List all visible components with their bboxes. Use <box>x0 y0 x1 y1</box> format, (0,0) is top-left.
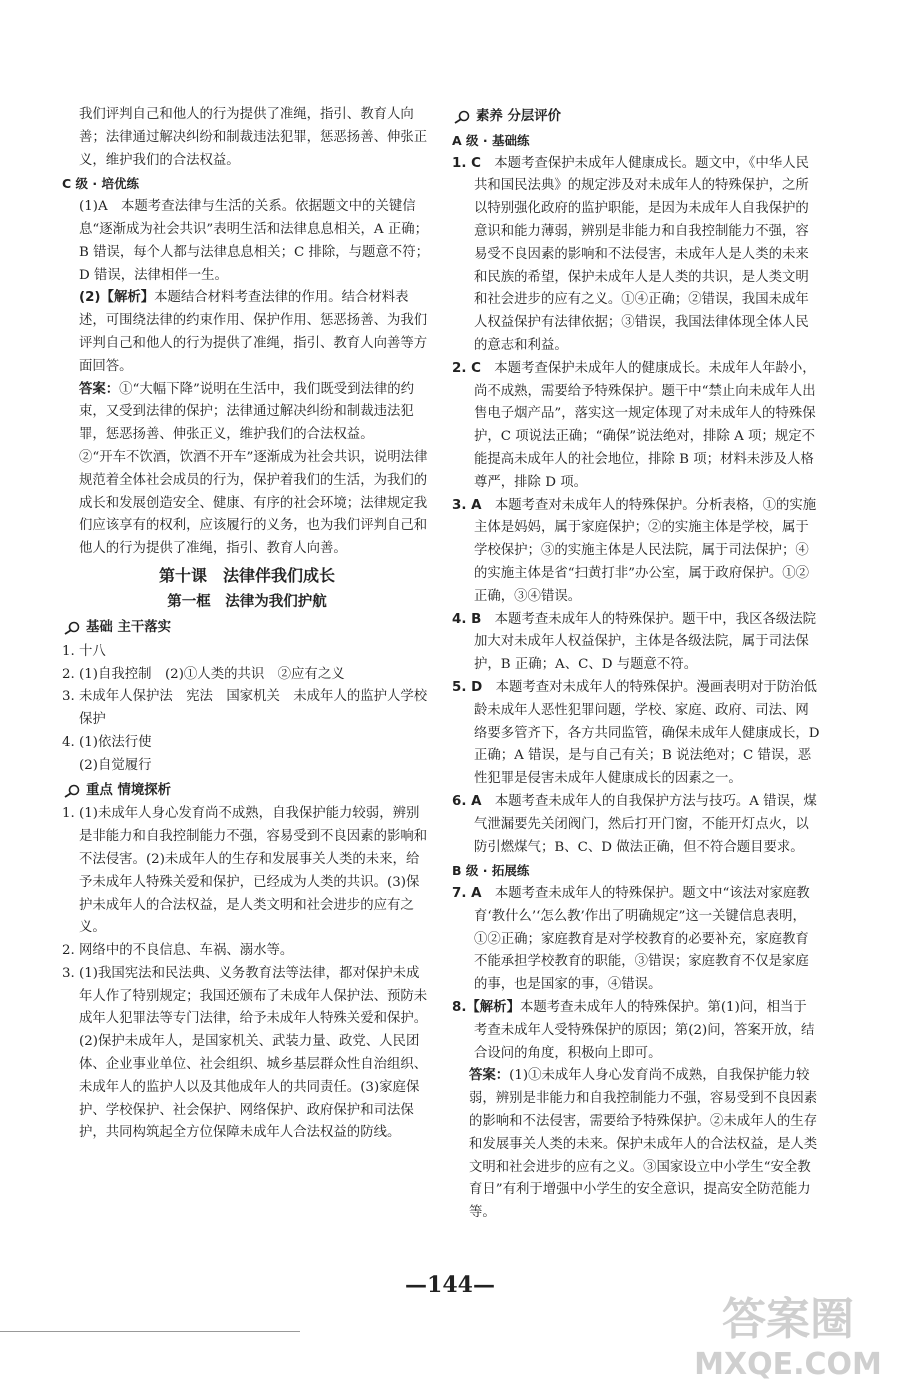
key-1: 1. (1)未成年人身心发育尚不成熟，自我保护能力较弱，辨别是非能力和自我控制能力不强，容易受到不良因素的影响和不法侵害。(2)未成年人的生存和发展事关人类的未来，给予未成年人特殊关爱和保护，已经成为人类的共识。(3)保护未成年人的合法权益，是人类文明和社会进步的应有之义。 <box>62 806 428 936</box>
footer-rule <box>0 1331 300 1332</box>
q5-number: 5. D <box>452 679 483 695</box>
r-question-6 <box>452 791 820 859</box>
page-number: —144— <box>405 1272 495 1298</box>
magnifier-icon <box>452 110 472 124</box>
basic-3: 3. 未成年人保护法 宪法 国家机关 未成年人的监护人学校保护 <box>62 689 428 728</box>
key-3: 3. (1)我国宪法和民法典、义务教育法等法律，都对保护未成年人作了特别规定；我国还颁布了未成年人保护法、预防未成年人犯罪法等专门法律，给予未成年人特殊关爱和保护。(2)保护未成年人，是国家机关、武装力量、政党、人民团体、企业事业单位、社会组织、城乡基层群众性自治组织、未成年人的监护人以及其他成年人的共同责任。(3)家庭保护、学校保护、社会保护、网络保护、政府保护和司法保护，共同构筑起全方位保障未成年人合法权益的防线。 <box>62 965 428 1141</box>
q4-text: 本题考查未成年人的特殊保护。题干中，我区各级法院加大对未成年人权益保护，主体是各级法院，属于司法保护，B 正确；A、C、D 与题意不符。 <box>474 611 817 673</box>
key-2: 2. 网络中的不良信息、车祸、溺水等。 <box>62 943 294 959</box>
b-level-heading: B 级 · 拓展练 <box>452 863 530 879</box>
answer-1-text: ①“大幅下降”说明在生活中，我们既受到法律的约束，又受到法律的保护；法律通过解决纠纷和制裁违法犯罪，惩恶扬善、伸张正义，维护我们的合法权益。 <box>79 381 415 443</box>
q1-number: 1. C <box>452 155 481 171</box>
q3-text: 本题考查对未成年人的特殊保护。分析表格，①的实施主体是妈妈，属于家庭保护；②的实施主体是学校，属于学校保护；③的实施主体是人民法院，属于司法保护；④的实施主体是省“扫黄打非”办公室，属于政府保护。①②正确，③④错误。 <box>474 497 817 604</box>
r-question-1 <box>452 153 820 358</box>
frame-title: 第一框 法律为我们护航 <box>167 593 327 610</box>
q3-number: 3. A <box>452 497 482 513</box>
c-level-heading: C 级 · 培优练 <box>62 176 139 192</box>
q6-number: 6. A <box>452 793 482 809</box>
q7-text: 本题考查未成年人的特殊保护。题文中“该法对家庭教育‘教什么’‘怎么教’作出了明确规定”这一关键信息表明，①②正确；家庭教育是对学校教育的必要补充，家庭教育不能承担学校教育的职能，③错误；家庭教育不仅是家庭的事，也是国家的事，④错误。 <box>474 886 810 993</box>
section-basic-heading <box>62 617 432 640</box>
r-question-3 <box>452 495 820 609</box>
svg-text:答案圈: 答案圈 <box>722 1294 854 1345</box>
magnifier-icon <box>62 784 82 798</box>
q2-text: 本题考查保护未成年人的健康成长。未成年人年龄小，尚不成熟，需要给予特殊保护。题干中“禁止向未成年人出售电子烟产品”，落实这一规定体现了对未成年人的特殊保护，C 项说法正确；“确保”说法绝对，排除 A 项；规定不能提高未成年人的社会地位，排除 B 项；材料未涉及人格尊严，排除 D 项。 <box>474 360 816 490</box>
r-question-7 <box>452 883 820 997</box>
r-question-2 <box>452 358 820 495</box>
q7-number: 7. A <box>452 886 482 902</box>
lesson-title: 第十课 法律伴我们成长 <box>158 565 335 585</box>
answer-tag: 答案： <box>469 1068 510 1084</box>
q8-number: 8.【解析】 <box>452 1000 520 1016</box>
r-question-5 <box>452 677 820 791</box>
basic-4-2: (2)自觉履行 <box>79 757 152 773</box>
watermark-logo <box>688 1286 886 1382</box>
left-column <box>62 104 432 1145</box>
section-basic-label: 基础 主干落实 <box>86 619 172 635</box>
svg-text:MXQE.COM: MXQE.COM <box>694 1347 882 1382</box>
basic-1: 1. 十八 <box>62 643 106 659</box>
continued-answer: 我们评判自己和他人的行为提供了准绳，指引、教育人向善；法律通过解决纠纷和制裁违法犯罪，惩恶扬善、伸张正义，维护我们的合法权益。 <box>79 107 428 168</box>
basic-2: 2. (1)自我控制 (2)①人类的共识 ②应有之义 <box>62 666 345 682</box>
q2-number: 2. C <box>452 360 481 376</box>
analysis-tag: (2)【解析】 <box>79 290 155 306</box>
r-answer <box>452 1065 820 1225</box>
analysis-text: 本题结合材料考查法律的作用。结合材料表述，可围绕法律的约束作用、保护作用、惩恶扬善、为我们评判自己和他人的行为提供了准绳，指引、教育人向善等方面回答。 <box>79 290 428 374</box>
question-1: (1)A 本题考查法律与生活的关系。依据题文中的关键信息“逐渐成为社会共识”表明生活和法律息息相关，A 正确；B 错误，每个人都与法律息息相关；C 排除，与题意不符；D 错误，法律相伴一生。 <box>79 199 429 283</box>
r-answer-text: (1)①未成年人身心发育尚不成熟，自我保护能力较弱，辨别是非能力和自我控制能力不强，容易受到不良因素的影响和不法侵害，需要给予特殊保护。②未成年人的生存和发展事关人类的未来。保护未成年人的合法权益，是人类文明和社会进步的应有之义。③国家设立中小学生“安全教育日”有利于增强中小学生的安全意识，提高安全防范能力等。 <box>469 1068 818 1221</box>
magnifier-icon <box>62 621 82 635</box>
q1-text: 本题考查保护未成年人健康成长。题文中，《中华人民共和国民法典》的规定涉及对未成年人的特殊保护，之所以特别强化政府的监护职能，是因为未成年人自我保护的意识和能力薄弱，辨别是非能力和自我控制能力不强，容易受不良因素的影响和不法侵害，未成年人是人类的未来和民族的希望，保护未成年人是人类的共识，是人类文明和社会进步的应有之义。①④正确；②错误，我国未成年人权益保护有法律依据；③错误，我国法律体现全体人民的意志和利益。 <box>474 155 809 353</box>
section-key-label: 重点 情境探析 <box>86 782 172 798</box>
q6-text: 本题考查未成年人的自我保护方法与技巧。A 错误，煤气泄漏要先关闭阀门，然后打开门窗，不能开灯点火，以防引燃煤气；B、C、D 做法正确，但不符合题目要求。 <box>474 793 817 855</box>
answer-1 <box>62 379 432 447</box>
section-eval-label: 素养 分层评价 <box>476 109 562 124</box>
q8-text: 本题考查未成年人的特殊保护。第(1)问，相当于考查未成年人受特殊保护的原因；第(2)问，答案开放，结合设问的角度，积极向上即可。 <box>474 1000 815 1061</box>
question-2 <box>62 287 432 378</box>
a-level-heading: A 级 · 基础练 <box>452 132 530 148</box>
q5-text: 本题考查对未成年人的特殊保护。漫画表明对于防治低龄未成年人恶性犯罪问题，学校、家庭、政府、司法、网络要多管齐下，各方共同监管，确保未成年人健康成长，D 正确；A 错误，是与自己有关；B 说法绝对；C 错误，恶性犯罪是侵害未成年人健康成长的因素之一。 <box>474 679 820 787</box>
r-question-4 <box>452 609 820 677</box>
section-key-heading <box>62 780 432 803</box>
right-column <box>452 104 820 1225</box>
q4-number: 4. B <box>452 611 482 627</box>
r-question-8 <box>452 997 820 1065</box>
answer-tag: 答案： <box>79 381 120 397</box>
basic-4: 4. (1)依法行使 <box>62 734 152 750</box>
answer-2: ②“开车不饮酒，饮酒不开车”逐渐成为社会共识，说明法律规范着全体社会成员的行为，保护着我们的生活，为我们的成长和发展创造安全、健康、有序的社会环境；法律规定我们应该享有的权利，应该履行的义务，也为我们评判自己和他人的行为提供了准绳，指引、教育人向善。 <box>79 449 428 557</box>
section-eval-heading <box>452 106 820 129</box>
